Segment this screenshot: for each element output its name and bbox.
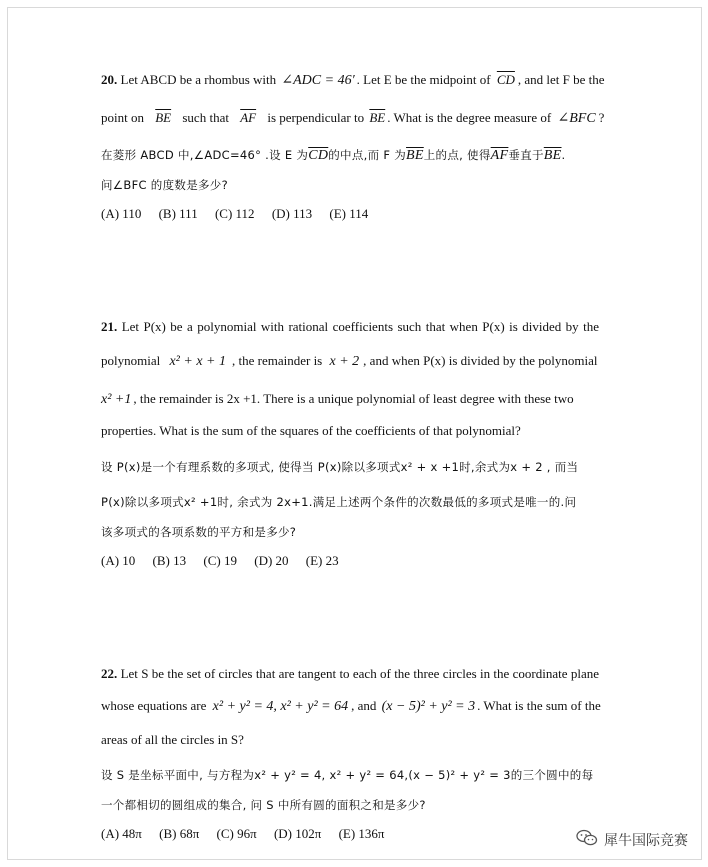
q20-text: , and let F be the — [517, 72, 605, 87]
q22-line-2 — [101, 698, 601, 715]
q21-choices — [101, 553, 353, 569]
q21-polynomial-2: x² +1 — [101, 392, 132, 407]
q20-segment-af: $\overline{AF}$ — [240, 110, 257, 125]
q20-cn-segment-be: $\overline{BE}$ — [406, 148, 424, 163]
q21-remainder-1: x + 2 — [329, 354, 360, 369]
q21-text: polynomial — [101, 353, 164, 368]
q20-text: point on — [101, 110, 148, 125]
q20-text: Let ABCD be a rhombus with — [117, 72, 280, 87]
q20-cn-text: 在菱形 ABCD 中,∠ADC=46° .设 E 为 — [101, 148, 309, 162]
q22-number: 22. — [101, 666, 118, 681]
q21-cn-line-2: P(x)除以多项式x² +1时, 余式为 2x+1.满足上述两个条件的次数最低的多项式是唯一的.问 — [101, 495, 577, 509]
q20-cn-line-1 — [101, 147, 565, 164]
q20-choices — [101, 206, 382, 222]
q21-text: , the remainder is — [232, 353, 326, 368]
q22-equation-3: (x − 5)² + y² = 3 — [381, 699, 476, 714]
q21-line-4: properties. What is the sum of the squares of the coefficients of that polynomial? — [101, 423, 521, 438]
q21-choice-c: (C) 19 — [203, 553, 237, 568]
q21-choice-e: (E) 23 — [305, 553, 339, 568]
q21-choice-b: (B) 13 — [152, 553, 187, 568]
q20-cn-text: 上的点, 使得 — [423, 148, 491, 162]
q20-cn-segment-af: $\overline{AF}$ — [490, 148, 509, 163]
q22-cn-line-2: 一个都相切的圆组成的集合, 问 S 中所有圆的面积之和是多少? — [101, 798, 426, 812]
q20-segment-cd: $\overline{CD}$ — [496, 72, 515, 87]
q20-text: ? — [598, 110, 605, 125]
q20-angle-adc: ∠ADC = 46′ — [281, 73, 355, 88]
q22-choices — [101, 826, 398, 842]
q21-text: , the remainder is 2x +1. There is a unique polynomial of least degree with these two — [133, 391, 574, 406]
q21-polynomial-1: x² + x + 1 — [169, 354, 226, 369]
q20-cn-segment-cd: $\overline{CD}$ — [308, 148, 329, 163]
q20-angle-bfc: ∠BFC — [557, 111, 596, 126]
q20-cn-text: 垂直于 — [508, 148, 544, 162]
q21-cn-line-1: 设 P(x)是一个有理系数的多项式, 使得当 P(x)除以多项式x² + x +1时,余式为x + 2 , 而当 — [101, 460, 579, 474]
q22-choice-a: (A) 48π — [101, 826, 142, 841]
q21-number: 21. — [101, 319, 118, 334]
wechat-icon — [576, 829, 604, 851]
q20-cn-segment-be: $\overline{BE}$ — [543, 148, 562, 163]
q22-line-3: areas of all the circles in S? — [101, 732, 244, 747]
q22-choice-d: (D) 102π — [273, 826, 322, 841]
q20-cn-text: 的中点,而 F 为 — [328, 148, 407, 162]
watermark-text: 犀牛国际竞赛 — [604, 833, 688, 849]
q20-cn-line-2: 问∠BFC 的度数是多少? — [101, 178, 229, 192]
q21-text: , and when P(x) is divided by the polynomial — [363, 353, 598, 368]
q20-choice-c: (C) 112 — [214, 206, 255, 221]
q22-cn-line-1: 设 S 是坐标平面中, 与方程为x² + y² = 4, x² + y² = 64,(x − 5)² + y² = 3的三个圆中的每 — [101, 768, 594, 782]
q22-equations: x² + y² = 4, x² + y² = 64 — [212, 699, 349, 714]
q20-text: . Let E be the midpoint of — [356, 72, 494, 87]
q20-number: 20. — [101, 72, 118, 87]
q21-choice-a: (A) 10 — [101, 553, 136, 568]
q21-text: Let P(x) be a polynomial with rational coefficients such that when P(x) is divided by the — [117, 319, 599, 334]
q22-choice-c: (C) 96π — [216, 826, 257, 841]
q20-cn-text: . — [561, 148, 566, 162]
q22-text: whose equations are — [101, 698, 210, 713]
q21-line-2 — [101, 353, 598, 370]
q20-segment-be: $\overline{BE}$ — [369, 110, 386, 125]
q20-text: is perpendicular to — [264, 110, 368, 125]
q21-line-1 — [101, 319, 599, 335]
q21-cn-line-3: 该多项式的各项系数的平方和是多少? — [101, 525, 297, 539]
q20-text: . What is the degree measure of — [387, 110, 555, 125]
q22-line-1 — [101, 666, 599, 682]
q20-choice-a: (A) 110 — [101, 206, 142, 221]
watermark — [576, 829, 688, 851]
q22-choice-e: (E) 136π — [338, 826, 385, 841]
q22-text: , and — [351, 698, 380, 713]
q21-line-3 — [101, 391, 574, 408]
q22-text: Let S be the set of circles that are tangent to each of the three circles in the coordinate plane — [117, 666, 599, 681]
q20-choice-b: (B) 111 — [158, 206, 198, 221]
q22-text: . What is the sum of the — [477, 698, 601, 713]
q20-choice-e: (E) 114 — [329, 206, 369, 221]
q21-choice-d: (D) 20 — [254, 553, 289, 568]
q20-choice-d: (D) 113 — [271, 206, 313, 221]
q20-line-1 — [101, 72, 605, 89]
q22-choice-b: (B) 68π — [159, 826, 200, 841]
q20-text: such that — [179, 110, 233, 125]
q20-line-2 — [101, 110, 604, 127]
q20-segment-be: $\overline{BE}$ — [155, 110, 172, 125]
